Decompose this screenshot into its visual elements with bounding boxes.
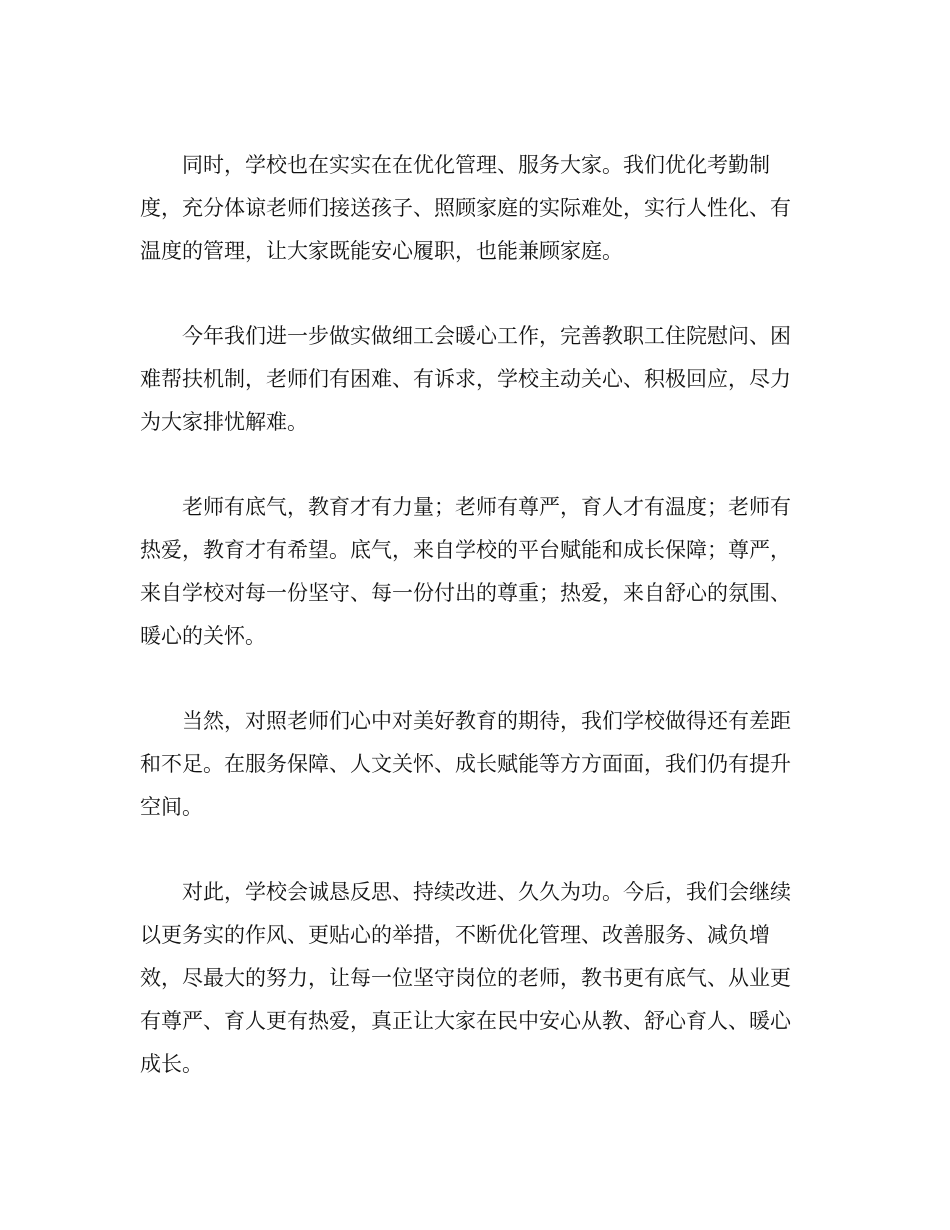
paragraph-1: 同时，学校也在实实在在优化管理、服务大家。我们优化考勤制度，充分体谅老师们接送孩子、照顾家庭的实际难处，实行人性化、有温度的管理，让大家既能安心履职，也能兼顾家庭。 <box>140 153 791 263</box>
paragraph-5: 对此，学校会诚恳反思、持续改进、久久为功。今后，我们会继续以更务实的作风、更贴心的举措，不断优化管理、改善服务、减负增效，尽最大的努力，让每一位坚守岗位的老师，教书更有底气、从业更有尊严、育人更有热爱，真正让大家在民中安心从教、舒心育人、暖心成长。 <box>140 880 791 1076</box>
paragraph-4: 当然，对照老师们心中对美好教育的期待，我们学校做得还有差距和不足。在服务保障、人文关怀、成长赋能等方方面面，我们仍有提升空间。 <box>140 709 791 819</box>
document-body <box>140 144 808 1128</box>
paragraph-2: 今年我们进一步做实做细工会暖心工作，完善教职工住院慰问、困难帮扶机制，老师们有困难、有诉求，学校主动关心、积极回应，尽力为大家排忧解难。 <box>140 324 791 434</box>
paragraph-3: 老师有底气，教育才有力量；老师有尊严，育人才有温度；老师有热爱，教育才有希望。底气，来自学校的平台赋能和成长保障；尊严，来自学校对每一份坚守、每一份付出的尊重；热爱，来自舒心的氛围、暖心的关怀。 <box>140 495 791 648</box>
